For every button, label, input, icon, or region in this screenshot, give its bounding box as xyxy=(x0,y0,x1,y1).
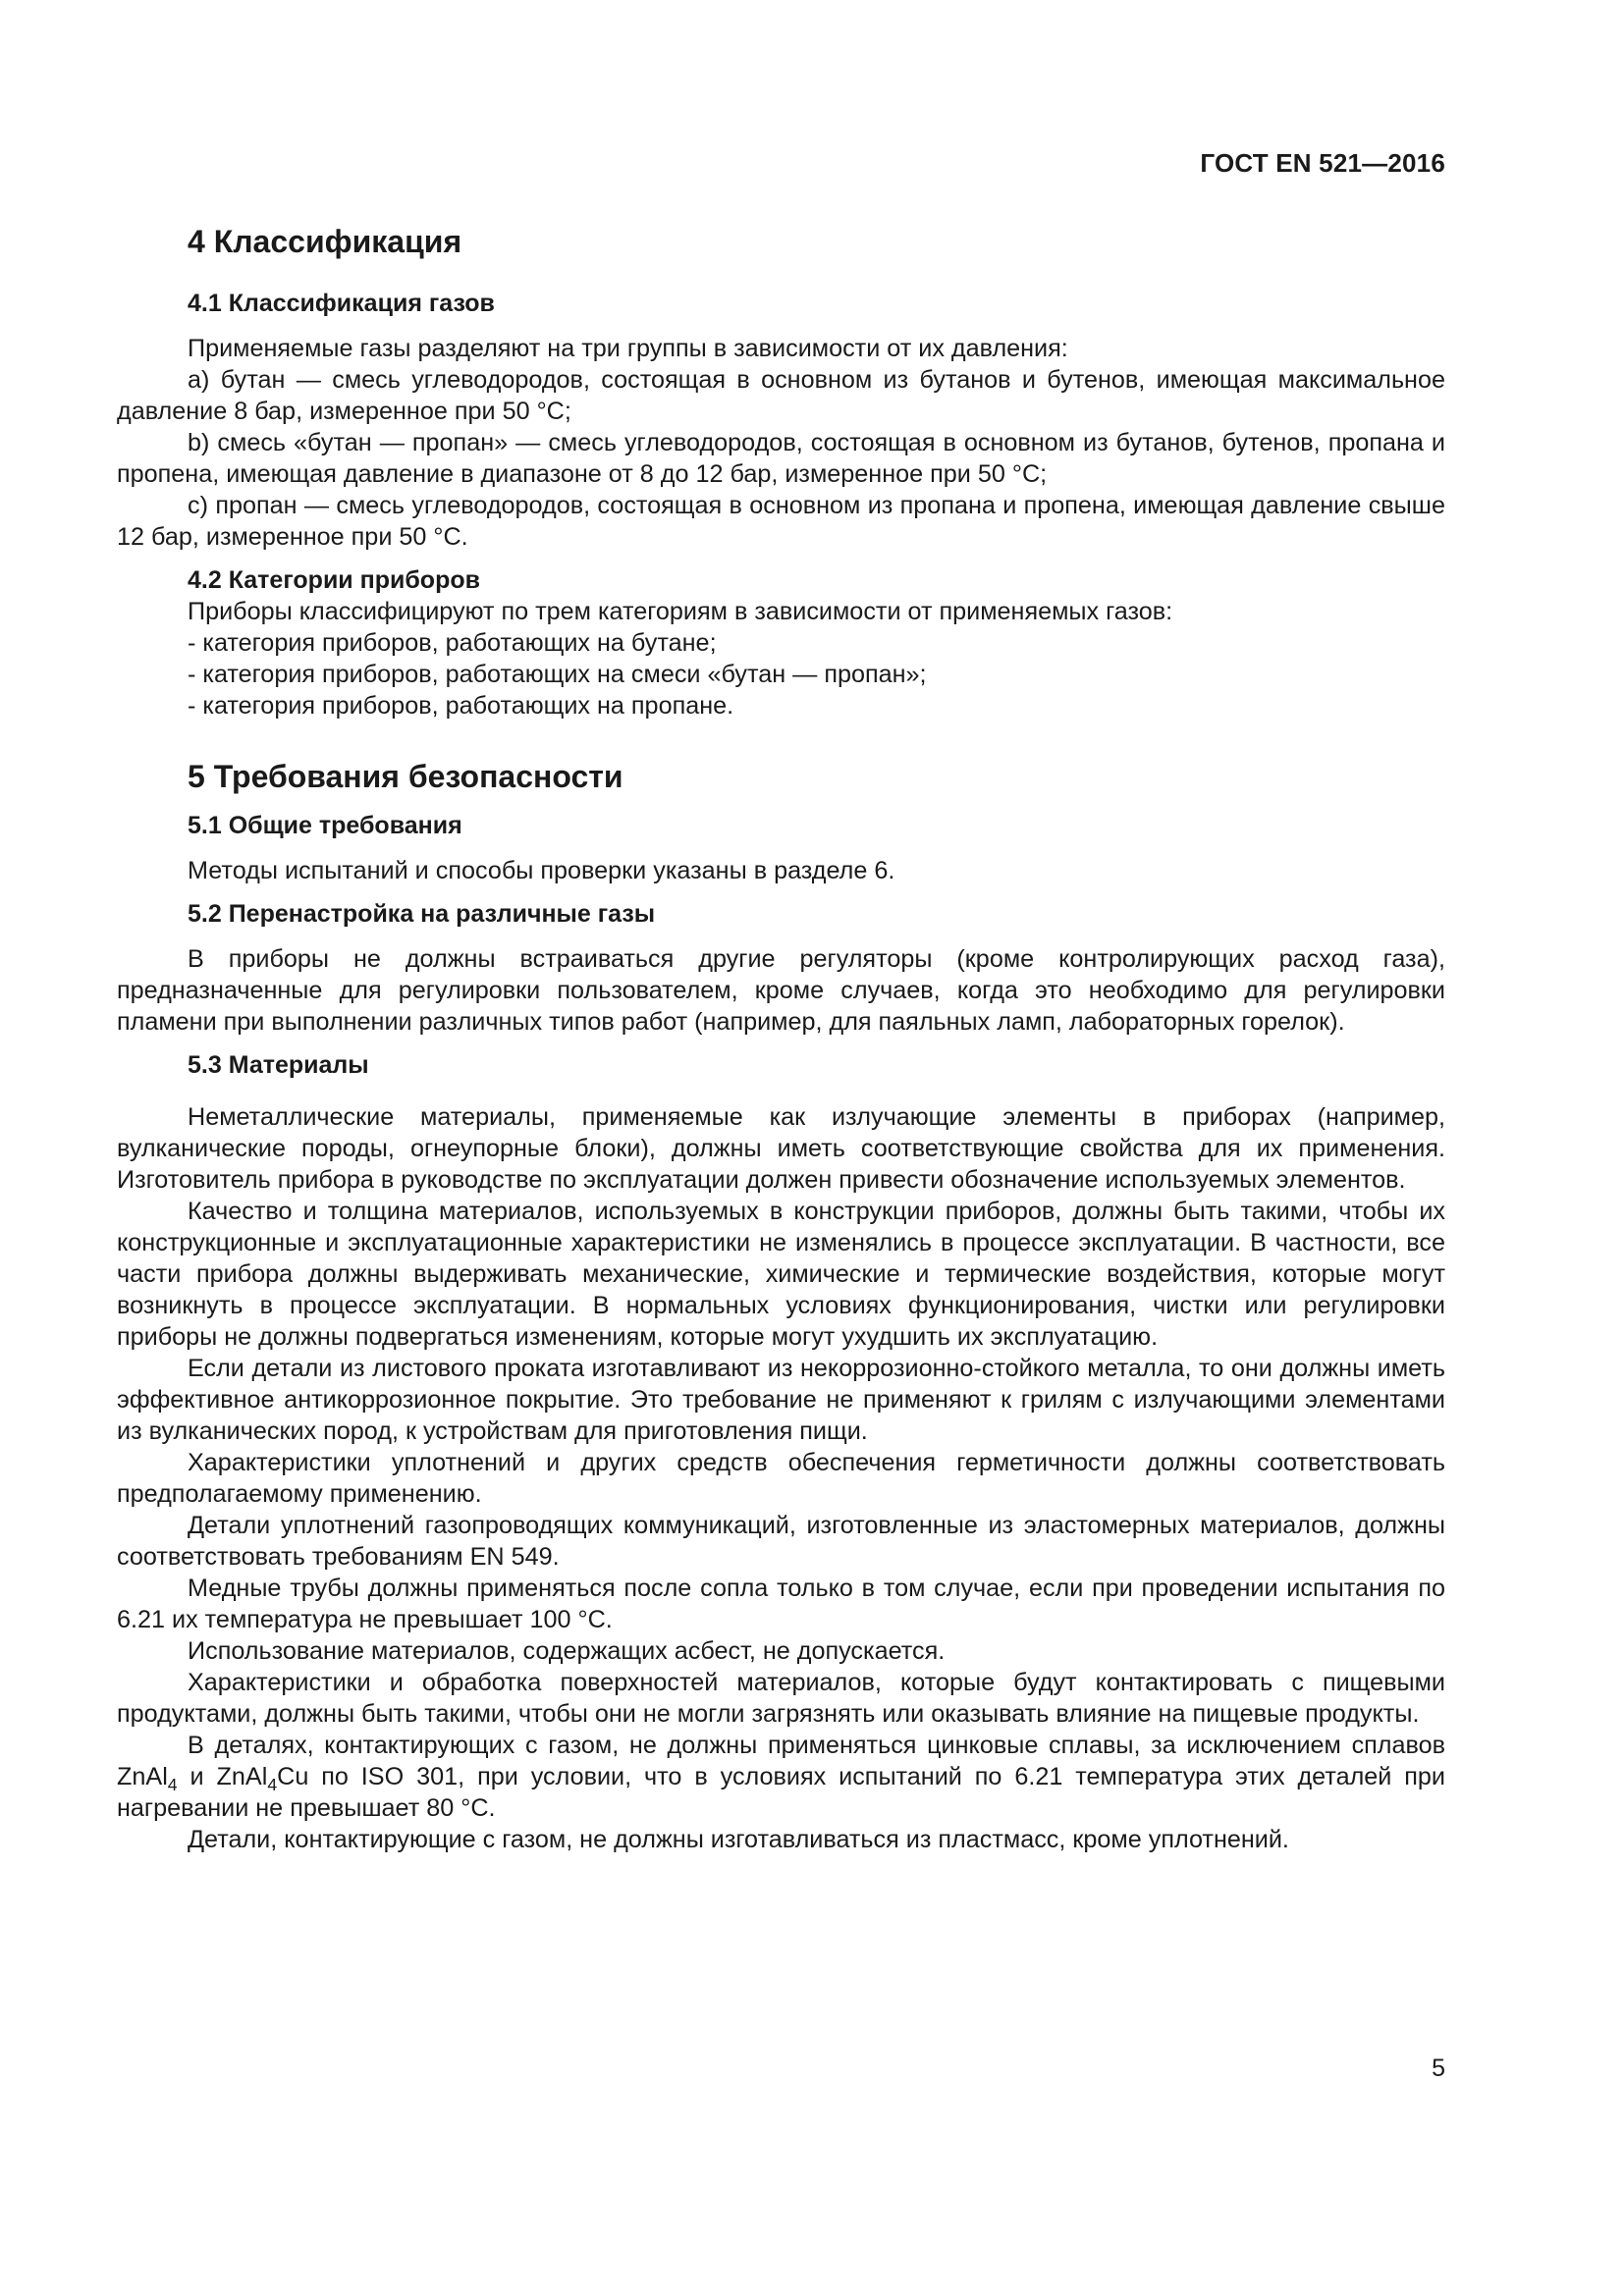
document-code-header: ГОСТ EN 521—2016 xyxy=(1200,148,1445,178)
page-number: 5 xyxy=(1432,2055,1445,2082)
materials-paragraph: Детали уплотнений газопроводящих коммуникаций, изготовленные из эластомерных материалов, должны соответствовать требованиям EN 549. xyxy=(117,1512,1445,1571)
subscript: 4 xyxy=(267,1775,278,1795)
materials-paragraph: Качество и толщина материалов, используемых в конструкции приборов, должны быть такими, чтобы их конструкционные и эксплуатационные характеристики не изменялись в процессе эксплуатации. В частности, все части прибора должны выдерживать механические, химические и термические воздействия, которые могут возникнуть в процессе эксплуатации. В нормальных условиях функционирования, чистки или регулировки приборы не должны подвергаться изменениям, которые могут ухудшить их эксплуатацию. xyxy=(117,1198,1445,1351)
plastics-paragraph: Детали, контактирующие с газом, не должны изготавливаться из пластмасс, кроме уплотнений. xyxy=(188,1826,1289,1853)
section-5-heading: 5 Требования безопасности xyxy=(188,759,623,794)
subsection-4-1-heading: 4.1 Классификация газов xyxy=(188,290,495,317)
subsection-5-2-heading: 5.2 Перенастройка на различные газы xyxy=(188,900,656,928)
subsection-5-1-heading: 5.1 Общие требования xyxy=(188,812,462,839)
zinc-text-after: Cu по ISO 301, при условии, что в условиях испытаний по 6.21 температура этих деталей при нагревании не превышает 80 °C. xyxy=(117,1763,1445,1822)
category-item: - категория приборов, работающих на смеси «бутан — пропан»; xyxy=(188,661,927,688)
zinc-text-before: В деталях, контактирующих с газом, не должны применяться цинковые сплавы, за исключением сплавов ZnAl xyxy=(117,1732,1445,1790)
materials-paragraph: Характеристики и обработка поверхностей материалов, которые будут контактировать с пищевыми продуктами, должны быть такими, чтобы они не могли загрязнять или оказывать влияние на пищевые продукты. xyxy=(117,1669,1445,1728)
materials-paragraph: Характеристики уплотнений и других средств обеспечения герметичности должны соответствовать предполагаемому применению. xyxy=(117,1449,1445,1508)
zinc-text-mid: и ZnAl xyxy=(177,1763,268,1790)
category-item: - категория приборов, работающих на пропане. xyxy=(188,692,734,720)
document-page xyxy=(117,0,1445,2296)
materials-paragraph: Медные трубы должны применяться после сопла только в том случае, если при проведении испытания по 6.21 их температура не превышает 100 °C. xyxy=(117,1575,1445,1633)
gas-item-a: a) бутан — смесь углеводородов, состоящая в основном из бутанов и бутенов, имеющая максимальное давление 8 бар, измеренное при 50 °C; xyxy=(117,366,1445,425)
category-item: - категория приборов, работающих на бутане; xyxy=(188,629,717,657)
general-requirements-text: Методы испытаний и способы проверки указаны в разделе 6. xyxy=(188,857,895,884)
materials-paragraph: Использование материалов, содержащих асбест, не допускается. xyxy=(188,1637,946,1665)
zinc-alloys-paragraph xyxy=(117,1730,1445,1824)
materials-paragraph: Если детали из листового проката изготавливают из некоррозионно-стойкого металла, то они должны иметь эффективное антикоррозионное покрытие. Это требование не применяют к грилям с излучающими элементами из вулканических пород, к устройствам для приготовления пищи. xyxy=(117,1355,1445,1445)
gas-classification-intro: Применяемые газы разделяют на три группы в зависимости от их давления: xyxy=(188,335,1068,362)
gas-conversion-text: В приборы не должны встраиваться другие регуляторы (кроме контролирующих расход газа), предназначенные для регулировки пользователем, кроме случаев, когда это необходимо для регулировки пламени при выполнении различных типов работ (например, для паяльных ламп, лабораторных горелок). xyxy=(117,945,1445,1036)
page-content xyxy=(117,222,1445,1855)
subsection-4-2-heading: 4.2 Категории приборов xyxy=(188,566,480,594)
subscript: 4 xyxy=(167,1775,178,1795)
gas-item-b: b) смесь «бутан — пропан» — смесь углеводородов, состоящая в основном из бутанов, бутенов, пропана и пропена, имеющая давление в диапазоне от 8 до 12 бар, измеренное при 50 °C; xyxy=(117,429,1445,488)
gas-item-c: c) пропан — смесь углеводородов, состоящая в основном из пропана и пропена, имеющая давление свыше 12 бар, измеренное при 50 °C. xyxy=(117,492,1445,551)
appliance-categories-intro: Приборы классифицируют по трем категориям в зависимости от применяемых газов: xyxy=(188,598,1173,625)
materials-paragraph: Неметаллические материалы, применяемые как излучающие элементы в приборах (например, вулканические породы, огнеупорные блоки), должны иметь соответствующие свойства для их применения. Изготовитель прибора в руководстве по эксплуатации должен привести обозначение используемых элементов. xyxy=(117,1103,1445,1194)
subsection-5-3-heading: 5.3 Материалы xyxy=(188,1051,369,1079)
section-4-heading: 4 Классификация xyxy=(188,224,462,259)
